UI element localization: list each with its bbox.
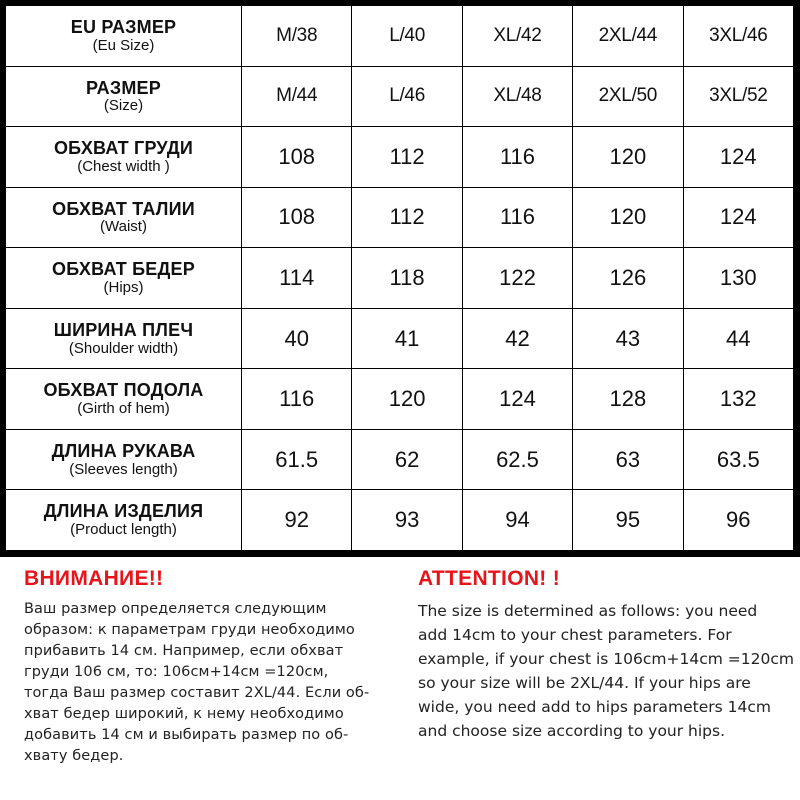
table-cell: 41: [352, 308, 462, 369]
row-label-ru: EU РАЗМЕР: [70, 16, 177, 37]
table-cell: 2XL/44: [573, 6, 683, 67]
table-row: [6, 369, 794, 430]
table-row: [6, 308, 794, 369]
table-cell: 92: [242, 490, 352, 551]
row-label-en: (Product length): [70, 521, 177, 539]
row-label-hips: [6, 248, 242, 309]
table-row: [6, 6, 794, 67]
table-cell: 95: [573, 490, 683, 551]
table-cell: 132: [683, 369, 793, 430]
row-label-en: (Sleeves length): [69, 460, 178, 478]
table-cell: 108: [242, 187, 352, 248]
table-cell: 112: [352, 187, 462, 248]
table-cell: 93: [352, 490, 462, 551]
table-cell: L/46: [352, 66, 462, 127]
table-cell: 116: [462, 187, 572, 248]
table-row: [6, 66, 794, 127]
table-cell: 120: [573, 127, 683, 188]
table-cell: 114: [242, 248, 352, 309]
size-chart-table: [5, 5, 794, 551]
table-row: [6, 248, 794, 309]
note-text-en: The size is determined as follows: you need add 14cm to your chest parameters. For example, if your chest is 106cm+14cm =120cm so your size will be 2XL/44. If your hips are wide, you need add to hips parameters 14cm and choose size according to your hips.: [418, 602, 794, 740]
notes-section: [0, 567, 800, 800]
table-cell: 62.5: [462, 429, 572, 490]
table-cell: 42: [462, 308, 572, 369]
table-row: [6, 429, 794, 490]
row-label-ru: ДЛИНА РУКАВА: [51, 440, 196, 461]
row-label-en: (Hips): [103, 279, 144, 297]
table-cell: 44: [683, 308, 793, 369]
row-label-ru: ОБХВАТ ПОДОЛА: [43, 380, 204, 401]
table-cell: 120: [573, 187, 683, 248]
table-row: [6, 490, 794, 551]
table-cell: 122: [462, 248, 572, 309]
table-cell: 112: [352, 127, 462, 188]
table-cell: 126: [573, 248, 683, 309]
row-label-ru: РАЗМЕР: [86, 77, 161, 98]
table-cell: 2XL/50: [573, 66, 683, 127]
table-cell: M/44: [242, 66, 352, 127]
note-title-en: ATTENTION! !: [418, 567, 561, 590]
table-cell: XL/42: [462, 6, 572, 67]
table-cell: 116: [242, 369, 352, 430]
note-english: [418, 567, 800, 743]
table-row: [6, 127, 794, 188]
table-cell: L/40: [352, 6, 462, 67]
row-label-en: (Size): [103, 97, 144, 115]
table-cell: 3XL/52: [683, 66, 793, 127]
row-label-eu-size: [6, 6, 242, 67]
table-cell: 94: [462, 490, 572, 551]
table-cell: XL/48: [462, 66, 572, 127]
row-label-length: [6, 490, 242, 551]
row-label-waist: [6, 187, 242, 248]
table-cell: 128: [573, 369, 683, 430]
table-cell: 124: [683, 187, 793, 248]
table-cell: 130: [683, 248, 793, 309]
row-label-hem: [6, 369, 242, 430]
table-cell: 108: [242, 127, 352, 188]
table-cell: 96: [683, 490, 793, 551]
row-label-ru: ШИРИНА ПЛЕЧ: [53, 319, 194, 340]
note-text-ru: Ваш размер определяется следующим образом: к параметрам груди необходимо прибавить 14 см. Например, если обхват груди 106 см, то: 106см+14см =120см, тогда Ваш размер составит 2XL/44. Если об- хват бедер широкий, к нему необходимо добавить 14 см и выбирать размер по об- хвату бедер.: [24, 601, 370, 764]
row-label-ru: ДЛИНА ИЗДЕЛИЯ: [43, 501, 204, 522]
size-chart-body: [6, 6, 794, 551]
table-cell: 63: [573, 429, 683, 490]
table-cell: 124: [462, 369, 572, 430]
row-label-sleeve: [6, 429, 242, 490]
row-label-en: (Chest width ): [77, 157, 170, 175]
table-cell: 40: [242, 308, 352, 369]
row-label-ru: ОБХВАТ ГРУДИ: [53, 138, 194, 159]
table-cell: 61.5: [242, 429, 352, 490]
row-label-en: (Eu Size): [92, 36, 155, 54]
table-row: [6, 187, 794, 248]
row-label-size: [6, 66, 242, 127]
table-cell: 43: [573, 308, 683, 369]
row-label-ru: ОБХВАТ БЕДЕР: [52, 259, 195, 280]
table-cell: 124: [683, 127, 793, 188]
row-label-en: (Shoulder width): [68, 339, 179, 357]
table-cell: 120: [352, 369, 462, 430]
table-cell: M/38: [242, 6, 352, 67]
row-label-shoulder: [6, 308, 242, 369]
row-label-en: (Girth of hem): [77, 400, 170, 418]
table-cell: 3XL/46: [683, 6, 793, 67]
table-cell: 116: [462, 127, 572, 188]
note-title-ru: ВНИМАНИЕ!!: [24, 567, 164, 590]
note-russian: [24, 567, 414, 767]
row-label-ru: ОБХВАТ ТАЛИИ: [52, 198, 195, 219]
table-cell: 63.5: [683, 429, 793, 490]
table-cell: 118: [352, 248, 462, 309]
row-label-chest: [6, 127, 242, 188]
table-cell: 62: [352, 429, 462, 490]
row-label-en: (Waist): [100, 218, 147, 236]
